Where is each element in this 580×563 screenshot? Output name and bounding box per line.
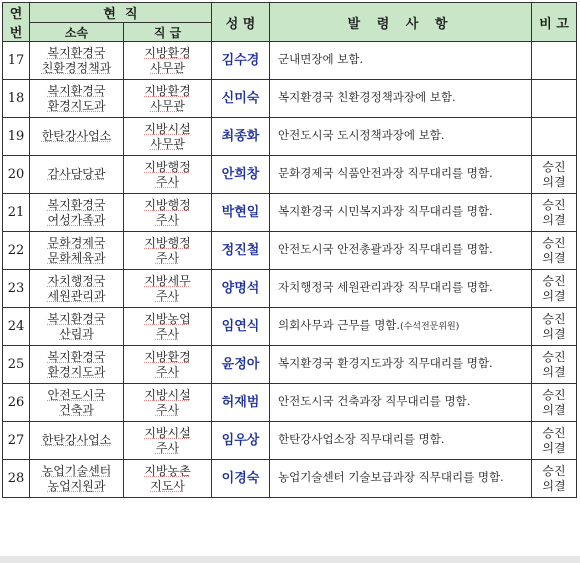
note-line2: 의결 [542, 478, 566, 493]
person-name: 양명석 [212, 270, 270, 308]
order-text: 안전도시국 건축과장 직무대리를 명함. [278, 394, 471, 408]
row-number: 20 [3, 156, 30, 194]
rank-cell [124, 118, 212, 156]
note-line2: 의결 [542, 174, 566, 189]
order-cell [270, 118, 532, 156]
person-name: 박현일 [212, 194, 270, 232]
person-name: 윤정아 [212, 346, 270, 384]
order-cell [270, 156, 532, 194]
note-header: 비 고 [532, 3, 577, 42]
note-cell [532, 232, 577, 270]
table-row [3, 346, 577, 384]
affiliation-line2: 세원관리과 [47, 288, 106, 303]
rank-line2: 주사 [155, 174, 180, 189]
note-cell [532, 384, 577, 422]
order-suffix: (수석전문위원) [400, 322, 460, 332]
note-line1: 승진 [542, 387, 566, 402]
note-line2: 의결 [542, 288, 566, 303]
current-post-header: 현 직 [30, 3, 212, 23]
note-line1: 승진 [542, 235, 566, 250]
affiliation-cell [30, 232, 124, 270]
note-cell [532, 80, 577, 118]
seq-header [3, 3, 30, 42]
affiliation-cell [30, 156, 124, 194]
affiliation-line2: 여성가족과 [47, 212, 106, 227]
order-text: 복지환경국 친환경정책과장에 보함. [278, 90, 456, 104]
note-cell [532, 422, 577, 460]
table-row [3, 270, 577, 308]
table-header [3, 3, 577, 42]
person-name: 정진철 [212, 232, 270, 270]
order-text: 자치행정국 세원관리과장 직무대리를 명함. [278, 280, 493, 294]
rank-line2: 주사 [155, 440, 180, 455]
note-cell [532, 194, 577, 232]
affiliation-line1: 한탄강사업소 [41, 433, 112, 447]
row-number: 19 [3, 118, 30, 156]
order-text: 한탄강사업소장 직무대리를 명함. [278, 432, 445, 446]
rank-cell [124, 270, 212, 308]
affiliation-cell [30, 42, 124, 80]
order-text: 복지환경국 환경지도과장 직무대리를 명함. [278, 356, 493, 370]
rank-line2: 주사 [155, 250, 180, 265]
table-row [3, 422, 577, 460]
note-line2: 의결 [542, 402, 566, 417]
rank-line2: 사무관 [150, 98, 185, 113]
order-cell [270, 346, 532, 384]
rank-cell [124, 80, 212, 118]
rank-line1: 지방환경 [144, 349, 191, 364]
person-name: 안희창 [212, 156, 270, 194]
rank-cell [124, 194, 212, 232]
affiliation-line1: 감사담당관 [47, 167, 106, 181]
affiliation-line2: 산림과 [59, 326, 94, 341]
person-name: 임우상 [212, 422, 270, 460]
note-cell [532, 270, 577, 308]
rank-line2: 주사 [155, 288, 180, 303]
affiliation-line1: 한탄강사업소 [41, 129, 112, 143]
rank-line1: 지방행정 [144, 197, 191, 212]
affiliation-line1: 복지환경국 [47, 311, 106, 326]
order-cell [270, 194, 532, 232]
note-line1: 승진 [542, 349, 566, 364]
table-row [3, 308, 577, 346]
table-row [3, 156, 577, 194]
order-text: 복지환경국 시민복지과장 직무대리를 명함. [278, 204, 493, 218]
note-line1: 승진 [542, 273, 566, 288]
table-row [3, 42, 577, 80]
person-name: 김수경 [212, 42, 270, 80]
order-cell [270, 422, 532, 460]
rank-line2: 주사 [155, 364, 180, 379]
affiliation-line2: 환경지도과 [47, 98, 106, 113]
table-row [3, 460, 577, 498]
rank-line1: 지방시설 [144, 425, 191, 440]
rank-line1: 지방환경 [144, 45, 191, 60]
order-cell [270, 270, 532, 308]
rank-header: 직 급 [124, 23, 212, 42]
affiliation-cell [30, 194, 124, 232]
rank-line1: 지방행정 [144, 235, 191, 250]
row-number: 25 [3, 346, 30, 384]
affiliation-line1: 안전도시국 [47, 387, 106, 402]
order-text: 의회사무과 근무를 명함. [278, 318, 401, 332]
bottom-scroll-strip [0, 556, 580, 563]
row-number: 17 [3, 42, 30, 80]
affiliation-line1: 자치행정국 [47, 273, 106, 288]
note-line1: 승진 [542, 463, 566, 478]
rank-cell [124, 232, 212, 270]
affiliation-cell [30, 270, 124, 308]
note-cell [532, 308, 577, 346]
note-line2: 의결 [542, 212, 566, 227]
rank-line1: 지방환경 [144, 83, 191, 98]
table-row [3, 118, 577, 156]
note-cell [532, 346, 577, 384]
row-number: 18 [3, 80, 30, 118]
rank-line2: 사무관 [150, 136, 185, 151]
person-name: 신미숙 [212, 80, 270, 118]
affiliation-line2: 농업지원과 [47, 478, 106, 493]
note-line2: 의결 [542, 364, 566, 379]
table-row [3, 384, 577, 422]
affiliation-line2: 문화체육과 [47, 250, 106, 265]
order-cell [270, 80, 532, 118]
note-line2: 의결 [542, 326, 566, 341]
rank-line2: 주사 [155, 326, 180, 341]
affiliation-line1: 복지환경국 [47, 197, 106, 212]
affiliation-cell [30, 460, 124, 498]
note-cell [532, 460, 577, 498]
person-name: 이경숙 [212, 460, 270, 498]
rank-line2: 사무관 [150, 60, 185, 75]
row-number: 28 [3, 460, 30, 498]
rank-cell [124, 156, 212, 194]
note-cell [532, 118, 577, 156]
affiliation-cell [30, 346, 124, 384]
affiliation-cell [30, 308, 124, 346]
order-cell [270, 232, 532, 270]
order-text: 군내면장에 보함. [278, 52, 364, 66]
name-header: 성 명 [212, 3, 270, 42]
rank-line2: 주사 [155, 212, 180, 227]
rank-cell [124, 346, 212, 384]
rank-line2: 지도사 [150, 478, 185, 493]
affiliation-line1: 복지환경국 [47, 349, 106, 364]
note-cell [532, 156, 577, 194]
rank-line1: 지방시설 [144, 121, 191, 136]
row-number: 24 [3, 308, 30, 346]
note-line2: 의결 [542, 440, 566, 455]
note-line2: 의결 [542, 250, 566, 265]
rank-line1: 지방농업 [144, 311, 191, 326]
affiliation-line2: 친환경정책과 [41, 60, 112, 75]
order-cell [270, 460, 532, 498]
affiliation-line1: 복지환경국 [47, 45, 106, 60]
note-cell [532, 42, 577, 80]
rank-line1: 지방행정 [144, 159, 191, 174]
order-text: 문화경제국 식품안전과장 직무대리를 명함. [278, 166, 493, 180]
row-number: 23 [3, 270, 30, 308]
order-cell [270, 42, 532, 80]
order-cell [270, 308, 532, 346]
personnel-table [2, 2, 577, 498]
note-line1: 승진 [542, 197, 566, 212]
order-text: 농업기술센터 기술보급과장 직무대리를 명함. [278, 470, 504, 484]
order-cell [270, 384, 532, 422]
affiliation-line1: 농업기술센터 [41, 463, 112, 478]
rank-cell [124, 42, 212, 80]
row-number: 21 [3, 194, 30, 232]
rank-line1: 지방시설 [144, 387, 191, 402]
rank-cell [124, 384, 212, 422]
affiliation-cell [30, 422, 124, 460]
seq-header-bottom: 번 [9, 26, 23, 41]
seq-header-top: 연 [9, 7, 23, 22]
affiliation-cell [30, 80, 124, 118]
affiliation-line1: 문화경제국 [47, 235, 106, 250]
row-number: 27 [3, 422, 30, 460]
table-body [3, 42, 577, 498]
affiliation-cell [30, 118, 124, 156]
order-text: 안전도시국 안전총괄과장 직무대리를 명함. [278, 242, 493, 256]
table-row [3, 232, 577, 270]
row-number: 22 [3, 232, 30, 270]
affiliation-header: 소속 [30, 23, 124, 42]
note-line1: 승진 [542, 425, 566, 440]
person-name: 임연식 [212, 308, 270, 346]
rank-cell [124, 422, 212, 460]
rank-cell [124, 460, 212, 498]
order-text: 안전도시국 도시정책과장에 보함. [278, 128, 445, 142]
affiliation-line1: 복지환경국 [47, 83, 106, 98]
person-name: 최종화 [212, 118, 270, 156]
note-line1: 승진 [542, 311, 566, 326]
affiliation-line2: 환경지도과 [47, 364, 106, 379]
rank-line1: 지방세무 [144, 273, 191, 288]
rank-line1: 지방농촌 [144, 463, 191, 478]
table-row [3, 194, 577, 232]
table-row [3, 80, 577, 118]
person-name: 허재범 [212, 384, 270, 422]
affiliation-cell [30, 384, 124, 422]
affiliation-line2: 건축과 [59, 402, 94, 417]
order-header: 발 령 사 항 [270, 3, 532, 42]
rank-cell [124, 308, 212, 346]
rank-line2: 주사 [155, 402, 180, 417]
row-number: 26 [3, 384, 30, 422]
note-line1: 승진 [542, 159, 566, 174]
